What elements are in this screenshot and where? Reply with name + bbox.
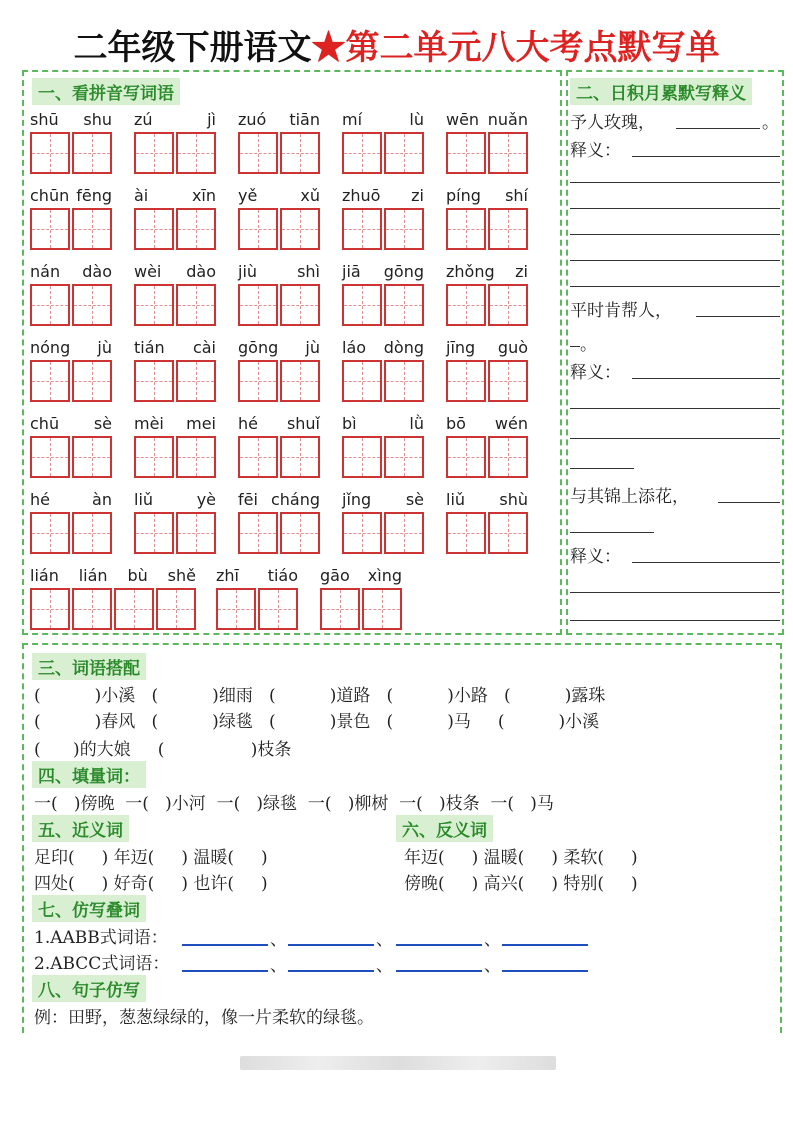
meaning-line[interactable] (570, 234, 780, 235)
reduplication-label: 2.ABCC式词语： (34, 954, 170, 974)
pinyin-label (134, 186, 216, 205)
pinyin-syllable: láo (342, 338, 367, 357)
pinyin-syllable: jiā (342, 262, 361, 281)
tianzige-cell[interactable] (134, 284, 174, 326)
tianzige-cell[interactable] (72, 436, 112, 478)
separator: 、 (376, 930, 393, 950)
pinyin-label (134, 110, 216, 129)
writing-boxes (342, 132, 426, 174)
pinyin-label (238, 490, 320, 509)
pinyin-label (30, 414, 112, 433)
pinyin-syllable: nán (30, 262, 61, 281)
pinyin-syllable: bì (342, 414, 357, 433)
section-heading-7: 七、仿写叠词 (32, 895, 146, 922)
tianzige-cell[interactable] (134, 132, 174, 174)
pinyin-label (30, 338, 112, 357)
answer-line[interactable] (396, 944, 482, 946)
pinyin-syllable: guò (497, 338, 528, 357)
idiom-1-end: 。 (762, 113, 779, 133)
writing-boxes (216, 588, 300, 630)
tianzige-cell[interactable] (238, 208, 278, 250)
pinyin-syllable: shù (499, 490, 528, 509)
tianzige-cell[interactable] (488, 208, 528, 250)
tianzige-cell[interactable] (446, 360, 486, 402)
section-heading-4: 四、填量词： (32, 761, 146, 788)
idiom-section (566, 70, 784, 635)
pinyin-syllable: jì (207, 110, 216, 129)
pinyin-label (342, 338, 424, 357)
pinyin-syllable: gāo (320, 566, 350, 585)
tianzige-cell[interactable] (30, 360, 70, 402)
meaning-label: 释义： (570, 363, 621, 383)
writing-boxes (446, 284, 530, 326)
pinyin-syllable: chū (30, 414, 60, 433)
pinyin-syllable: dòng (383, 338, 424, 357)
tianzige-cell[interactable] (258, 588, 298, 630)
pinyin-syllable: nuǎn (487, 110, 528, 129)
tianzige-cell[interactable] (72, 208, 112, 250)
pinyin-label (238, 186, 320, 205)
separator: 、 (270, 956, 287, 976)
pinyin-syllable: xìng (367, 566, 402, 585)
tianzige-cell[interactable] (488, 132, 528, 174)
pinyin-syllable: wèi (134, 262, 162, 281)
collocation-row: ( )的大娘 ( )枝条 (34, 740, 292, 760)
tianzige-cell[interactable] (342, 436, 382, 478)
tianzige-cell[interactable] (30, 208, 70, 250)
writing-boxes (238, 512, 322, 554)
writing-boxes (320, 588, 404, 630)
pinyin-syllable: shě (167, 566, 196, 585)
separator: 、 (484, 930, 501, 950)
tianzige-cell[interactable] (384, 512, 424, 554)
pinyin-syllable: jù (97, 338, 112, 357)
tianzige-cell[interactable] (446, 512, 486, 554)
tianzige-cell[interactable] (30, 284, 70, 326)
pinyin-syllable: jiù (238, 262, 258, 281)
tianzige-cell[interactable] (320, 588, 360, 630)
tianzige-cell[interactable] (342, 512, 382, 554)
meaning-line[interactable] (570, 468, 634, 469)
tianzige-cell[interactable] (238, 436, 278, 478)
tianzige-cell[interactable] (384, 132, 424, 174)
pinyin-syllable: gōng (238, 338, 279, 357)
collocation-row: ( )小溪 ( )细雨 ( )道路 ( )小路 ( )露珠 (34, 686, 606, 706)
pinyin-label (216, 566, 298, 585)
tianzige-cell[interactable] (176, 132, 216, 174)
separator: 、 (376, 956, 393, 976)
section-heading-6: 六、反义词 (396, 815, 493, 842)
idiom-1-blank[interactable] (676, 128, 760, 129)
pinyin-syllable: shì (297, 262, 320, 281)
answer-line[interactable] (182, 944, 268, 946)
antonym-row: 傍晚( ) 高兴( ) 特别( ) (404, 874, 638, 894)
meaning-line[interactable] (570, 620, 780, 621)
pinyin-syllable: dào (82, 262, 112, 281)
meaning-label: 释义： (570, 141, 621, 161)
writing-boxes (446, 208, 530, 250)
pinyin-syllable: zú (134, 110, 153, 129)
tianzige-cell[interactable] (176, 208, 216, 250)
synonym-row: 足印( ) 年迈( ) 温暖( ) (34, 848, 268, 868)
pinyin-syllable: gōng (383, 262, 424, 281)
tianzige-cell[interactable] (488, 512, 528, 554)
separator: 、 (270, 930, 287, 950)
pinyin-syllable: liǔ (134, 490, 154, 509)
collocation-row: ( )春风 ( )绿毯 ( )景色 ( )马 ( )小溪 (34, 712, 600, 732)
meaning-line[interactable] (570, 260, 780, 261)
pinyin-label (30, 566, 196, 585)
pinyin-label (342, 186, 424, 205)
writing-boxes (134, 512, 218, 554)
pinyin-syllable: dào (186, 262, 216, 281)
measure-word-row: 一( )傍晚 一( )小河 一( )绿毯 一( )柳树 一( )枝条 一( )马 (34, 794, 554, 814)
writing-boxes (238, 132, 322, 174)
pinyin-label (446, 338, 528, 357)
answer-line[interactable] (502, 944, 588, 946)
writing-boxes (30, 132, 114, 174)
pinyin-syllable: zhuō (342, 186, 381, 205)
pinyin-syllable: wén (494, 414, 528, 433)
idiom-2: 平时肯帮人， (570, 301, 672, 321)
title-grade: 二年级下册语文 (73, 28, 312, 68)
answer-line[interactable] (182, 970, 268, 972)
pinyin-label (30, 490, 112, 509)
pinyin-syllable: wēn (446, 110, 480, 129)
pinyin-syllable: lián (78, 566, 108, 585)
writing-boxes (446, 436, 530, 478)
tianzige-cell[interactable] (280, 512, 320, 554)
pinyin-label (238, 110, 320, 129)
pinyin-syllable: lián (30, 566, 59, 585)
writing-boxes (134, 208, 218, 250)
pinyin-syllable: lù (409, 110, 424, 129)
tianzige-cell[interactable] (134, 360, 174, 402)
exercises-section (22, 643, 782, 1033)
pinyin-label (446, 414, 528, 433)
tianzige-cell[interactable] (446, 436, 486, 478)
pinyin-section (22, 70, 562, 635)
meaning-line[interactable] (570, 182, 780, 183)
writing-boxes (238, 436, 322, 478)
example-sentence: 例：田野，葱葱绿绿的，像一片柔软的绿毯。 (34, 1008, 374, 1028)
answer-line[interactable] (288, 970, 374, 972)
pinyin-label (446, 490, 528, 509)
idiom-3-blank-2[interactable] (570, 532, 654, 533)
tianzige-cell[interactable] (72, 284, 112, 326)
meaning-label: 释义： (570, 547, 621, 567)
writing-boxes (238, 208, 322, 250)
writing-boxes (30, 208, 114, 250)
writing-boxes (342, 436, 426, 478)
pinyin-label (238, 262, 320, 281)
pinyin-syllable: tián (134, 338, 165, 357)
writing-boxes (342, 360, 426, 402)
pinyin-syllable: sè (405, 490, 424, 509)
pinyin-label (342, 414, 424, 433)
pinyin-label (238, 338, 320, 357)
writing-boxes (446, 512, 530, 554)
tianzige-cell[interactable] (488, 360, 528, 402)
tianzige-cell[interactable] (342, 360, 382, 402)
section-heading-5: 五、近义词 (32, 815, 129, 842)
pinyin-syllable: zi (411, 186, 424, 205)
tianzige-cell[interactable] (384, 208, 424, 250)
idiom-1: 予人玫瑰， (570, 113, 655, 133)
tianzige-cell[interactable] (238, 360, 278, 402)
pinyin-syllable: lǜ (409, 414, 424, 433)
pinyin-syllable: yě (238, 186, 258, 205)
pinyin-label (446, 110, 528, 129)
pinyin-syllable: píng (446, 186, 481, 205)
pinyin-syllable: mei (186, 414, 216, 433)
pinyin-syllable: nóng (30, 338, 71, 357)
tianzige-cell[interactable] (238, 284, 278, 326)
tianzige-cell[interactable] (280, 436, 320, 478)
tianzige-cell[interactable] (30, 132, 70, 174)
tianzige-cell[interactable] (176, 436, 216, 478)
page-title (0, 20, 793, 69)
tianzige-cell[interactable] (176, 284, 216, 326)
pinyin-syllable: mí (342, 110, 363, 129)
pinyin-syllable: shū (30, 110, 59, 129)
tianzige-cell[interactable] (488, 436, 528, 478)
pinyin-syllable: xīn (191, 186, 216, 205)
writing-boxes (30, 436, 114, 478)
tianzige-cell[interactable] (176, 512, 216, 554)
writing-boxes (134, 436, 218, 478)
writing-boxes (30, 588, 198, 630)
meaning-line[interactable] (632, 156, 780, 157)
pinyin-syllable: zuó (238, 110, 267, 129)
tianzige-cell[interactable] (362, 588, 402, 630)
tianzige-cell[interactable] (134, 208, 174, 250)
pinyin-label (134, 338, 216, 357)
pinyin-label (134, 490, 216, 509)
pinyin-syllable: zhǒng (446, 262, 495, 281)
pinyin-label (134, 414, 216, 433)
writing-boxes (238, 360, 322, 402)
pinyin-label (30, 186, 112, 205)
pinyin-syllable: jǐng (342, 490, 372, 509)
antonym-row: 年迈( ) 温暖( ) 柔软( ) (404, 848, 638, 868)
tianzige-cell[interactable] (280, 284, 320, 326)
writing-boxes (446, 132, 530, 174)
pinyin-label (238, 414, 320, 433)
pinyin-syllable: chūn (30, 186, 70, 205)
section-heading-3: 三、词语搭配 (32, 653, 146, 680)
pinyin-syllable: hé (238, 414, 258, 433)
pinyin-syllable: jù (305, 338, 320, 357)
synonym-row: 四处( ) 好奇( ) 也许( ) (34, 874, 268, 894)
pinyin-syllable: yè (196, 490, 216, 509)
meaning-line[interactable] (570, 408, 780, 409)
meaning-line[interactable] (632, 378, 780, 379)
pinyin-syllable: cài (192, 338, 216, 357)
tianzige-cell[interactable] (384, 436, 424, 478)
tianzige-cell[interactable] (446, 132, 486, 174)
idiom-3: 与其锦上添花， (570, 487, 689, 507)
answer-line[interactable] (288, 944, 374, 946)
watermark-bar (240, 1056, 556, 1070)
pinyin-syllable: shuǐ (286, 414, 320, 433)
tianzige-cell[interactable] (72, 588, 112, 630)
tianzige-cell[interactable] (30, 512, 70, 554)
pinyin-syllable: xǔ (300, 186, 320, 205)
pinyin-label (446, 186, 528, 205)
reduplication-label: 1.AABB式词语： (34, 928, 168, 948)
pinyin-label (342, 262, 424, 281)
tianzige-cell[interactable] (114, 588, 154, 630)
pinyin-syllable: sè (93, 414, 112, 433)
tianzige-cell[interactable] (446, 284, 486, 326)
idiom-2-end: 。 (580, 335, 597, 355)
tianzige-cell[interactable] (216, 588, 256, 630)
section-heading-1: 一、看拼音写词语 (32, 78, 180, 105)
pinyin-label (30, 262, 112, 281)
meaning-line[interactable] (570, 438, 780, 439)
writing-boxes (342, 284, 426, 326)
pinyin-syllable: hé (30, 490, 50, 509)
tianzige-cell[interactable] (30, 588, 70, 630)
tianzige-cell[interactable] (280, 360, 320, 402)
writing-boxes (446, 360, 530, 402)
meaning-line[interactable] (570, 592, 780, 593)
section-heading-8: 八、句子仿写 (32, 975, 146, 1002)
pinyin-syllable: mèi (134, 414, 164, 433)
pinyin-syllable: zi (515, 262, 528, 281)
tianzige-cell[interactable] (72, 512, 112, 554)
tianzige-cell[interactable] (280, 132, 320, 174)
pinyin-syllable: shí (505, 186, 528, 205)
writing-boxes (134, 132, 218, 174)
pinyin-label (30, 110, 112, 129)
tianzige-cell[interactable] (342, 132, 382, 174)
pinyin-label (320, 566, 402, 585)
tianzige-cell[interactable] (238, 512, 278, 554)
pinyin-label (134, 262, 216, 281)
pinyin-syllable: àn (92, 490, 112, 509)
pinyin-syllable: ài (134, 186, 149, 205)
answer-line[interactable] (502, 970, 588, 972)
writing-boxes (342, 208, 426, 250)
pinyin-syllable: cháng (270, 490, 320, 509)
writing-boxes (342, 512, 426, 554)
pinyin-syllable: fēi (238, 490, 258, 509)
tianzige-cell[interactable] (72, 132, 112, 174)
writing-boxes (134, 360, 218, 402)
meaning-line[interactable] (570, 208, 780, 209)
pinyin-label (342, 490, 424, 509)
pinyin-syllable: zhī (216, 566, 239, 585)
tianzige-cell[interactable] (30, 436, 70, 478)
tianzige-cell[interactable] (488, 284, 528, 326)
pinyin-syllable: liǔ (446, 490, 466, 509)
pinyin-syllable: tiān (289, 110, 320, 129)
tianzige-cell[interactable] (134, 436, 174, 478)
writing-boxes (30, 512, 114, 554)
section-heading-2: 二、日积月累默写释义 (570, 78, 752, 105)
tianzige-cell[interactable] (176, 360, 216, 402)
idiom-2-blank-2[interactable] (570, 346, 580, 347)
meaning-line[interactable] (570, 286, 780, 287)
writing-boxes (30, 360, 114, 402)
title-unit: 第二单元八大考点默写单 (345, 28, 720, 68)
writing-boxes (30, 284, 114, 326)
tianzige-cell[interactable] (238, 132, 278, 174)
star-icon: ★ (311, 28, 346, 68)
answer-line[interactable] (396, 970, 482, 972)
tianzige-cell[interactable] (446, 208, 486, 250)
pinyin-syllable: bō (446, 414, 466, 433)
pinyin-syllable: jīng (446, 338, 476, 357)
tianzige-cell[interactable] (384, 284, 424, 326)
pinyin-syllable: shu (83, 110, 112, 129)
writing-boxes (238, 284, 322, 326)
tianzige-cell[interactable] (72, 360, 112, 402)
tianzige-cell[interactable] (156, 588, 196, 630)
idiom-3-blank[interactable] (718, 502, 780, 503)
pinyin-syllable: tiáo (267, 566, 298, 585)
separator: 、 (484, 956, 501, 976)
pinyin-label (446, 262, 528, 281)
tianzige-cell[interactable] (342, 284, 382, 326)
writing-boxes (134, 284, 218, 326)
tianzige-cell[interactable] (280, 208, 320, 250)
pinyin-label (342, 110, 424, 129)
idiom-2-blank[interactable] (696, 316, 780, 317)
tianzige-cell[interactable] (384, 360, 424, 402)
meaning-line[interactable] (632, 562, 780, 563)
pinyin-syllable: bù (127, 566, 148, 585)
tianzige-cell[interactable] (134, 512, 174, 554)
tianzige-cell[interactable] (342, 208, 382, 250)
pinyin-syllable: fēng (76, 186, 112, 205)
